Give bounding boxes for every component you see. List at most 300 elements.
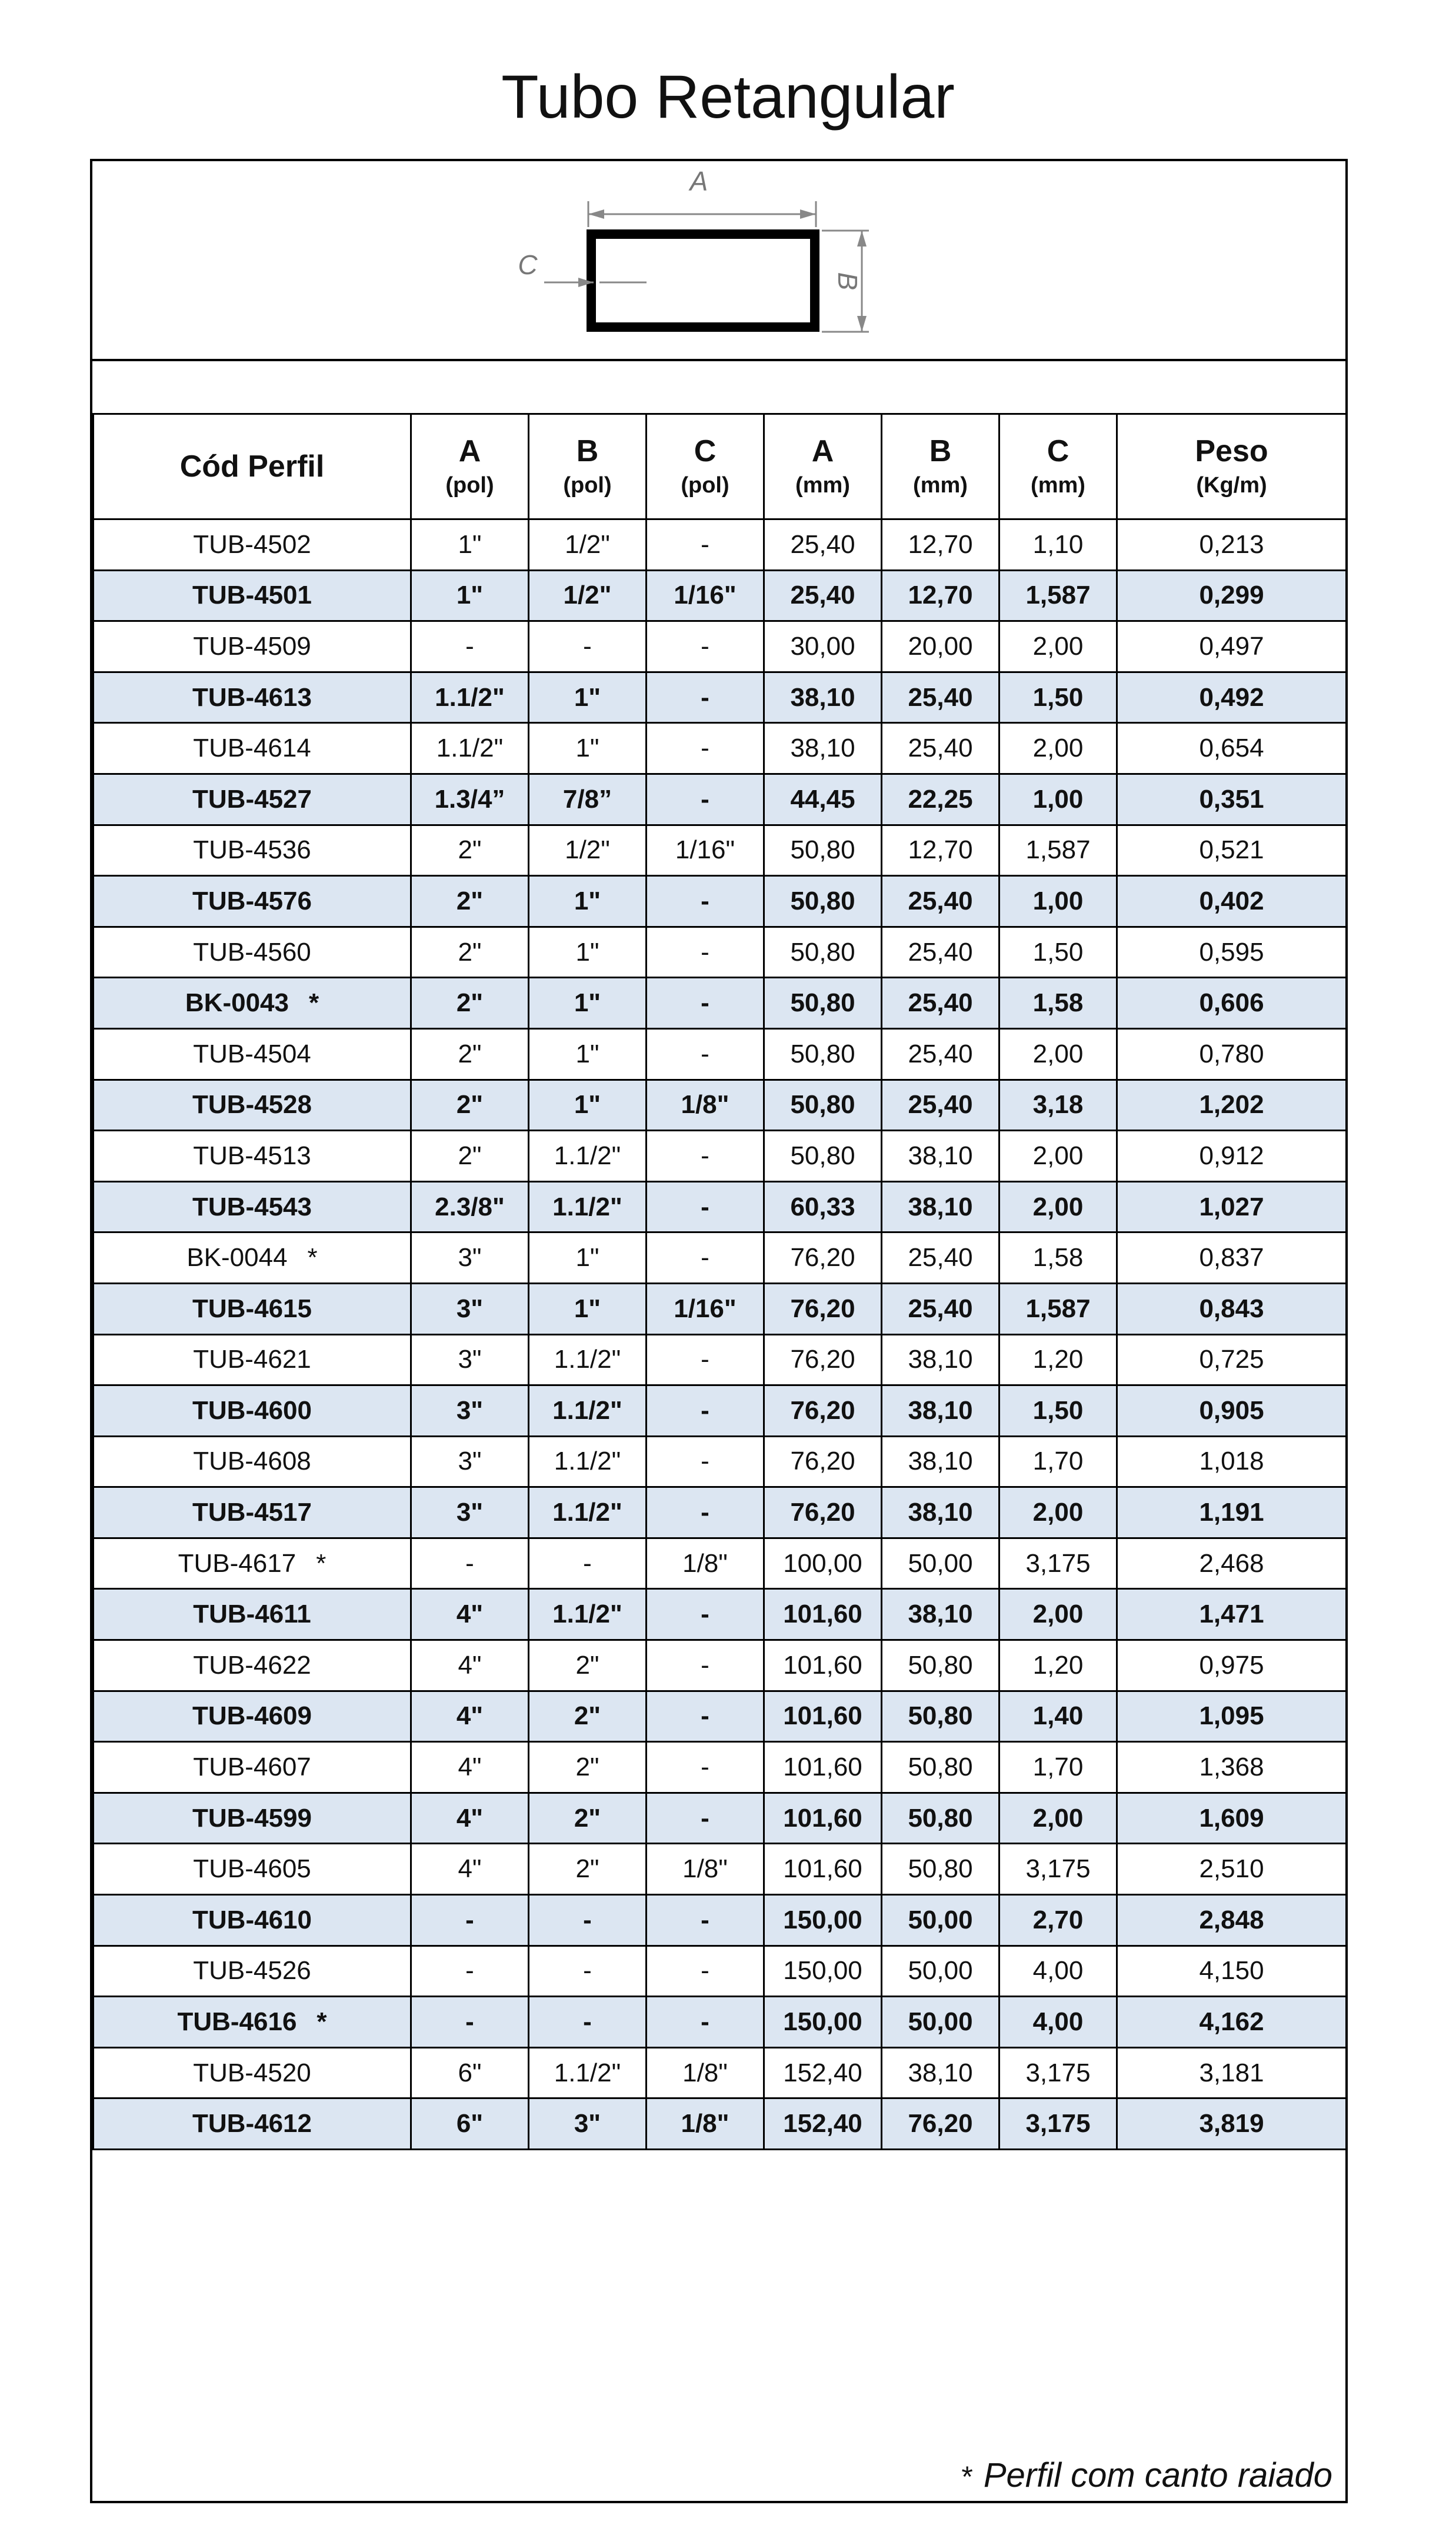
table-row	[94, 1742, 1347, 1793]
cell-b-pol: 2"	[529, 1640, 647, 1691]
cell-code	[94, 825, 411, 876]
table-row	[94, 774, 1347, 825]
cell-code	[94, 1487, 411, 1538]
cell-peso: 0,912	[1117, 1131, 1347, 1182]
cell-peso: 1,095	[1117, 1691, 1347, 1742]
cell-a-pol: -	[411, 1895, 529, 1946]
cell-b-pol: 1"	[529, 1283, 647, 1334]
cell-b-mm: 25,40	[882, 1028, 999, 1080]
cell-c-pol: -	[647, 1436, 764, 1487]
header-c-mm	[999, 414, 1117, 519]
cell-a-pol: 3"	[411, 1436, 529, 1487]
row-code: TUB-4504	[193, 1039, 311, 1068]
cell-peso: 0,837	[1117, 1232, 1347, 1284]
row-code: TUB-4613	[192, 682, 312, 712]
row-code: TUB-4616	[177, 2007, 297, 2037]
cell-b-pol: 1.1/2"	[529, 1385, 647, 1437]
cell-c-mm: 1,20	[999, 1334, 1117, 1385]
cell-peso: 0,780	[1117, 1028, 1347, 1080]
cell-a-pol: 3"	[411, 1385, 529, 1437]
cell-a-mm: 76,20	[764, 1283, 882, 1334]
cell-b-mm: 50,00	[882, 1997, 999, 2048]
cell-a-mm: 76,20	[764, 1436, 882, 1487]
cell-code	[94, 1844, 411, 1895]
cell-a-pol: 4"	[411, 1691, 529, 1742]
row-code: TUB-4599	[192, 1803, 312, 1833]
cell-code	[94, 1691, 411, 1742]
cell-c-pol: -	[647, 1232, 764, 1284]
cell-code	[94, 774, 411, 825]
dimension-b-arrow-top	[857, 231, 867, 246]
cell-peso: 3,819	[1117, 2098, 1347, 2150]
cell-code	[94, 723, 411, 774]
table-row	[94, 519, 1347, 571]
cell-a-mm: 76,20	[764, 1385, 882, 1437]
cell-a-mm: 50,80	[764, 978, 882, 1029]
cell-a-mm: 101,60	[764, 1691, 882, 1742]
cell-a-mm: 101,60	[764, 1793, 882, 1844]
cell-peso: 0,595	[1117, 927, 1347, 978]
cell-a-mm: 25,40	[764, 519, 882, 571]
cell-a-pol: 3"	[411, 1232, 529, 1284]
cell-a-mm: 101,60	[764, 1589, 882, 1640]
header-c-mm-unit: (mm)	[1031, 473, 1085, 498]
cell-c-mm: 1,00	[999, 876, 1117, 927]
cell-a-mm: 30,00	[764, 621, 882, 672]
table-row	[94, 2098, 1347, 2150]
dimension-a-label: A	[689, 166, 708, 196]
row-code: TUB-4608	[193, 1447, 311, 1476]
footnote-star: *	[961, 2460, 973, 2493]
cell-peso: 1,027	[1117, 1181, 1347, 1232]
header-b-mm-unit: (mm)	[913, 473, 968, 498]
cell-b-pol: 2"	[529, 1742, 647, 1793]
table-row	[94, 1538, 1347, 1589]
table-row	[94, 927, 1347, 978]
page-title: Tubo Retangular	[501, 63, 955, 131]
cell-peso: 0,654	[1117, 723, 1347, 774]
table-row	[94, 1487, 1347, 1538]
header-b-mm	[882, 414, 999, 519]
cell-a-mm: 150,00	[764, 1895, 882, 1946]
cell-c-mm: 2,00	[999, 1589, 1117, 1640]
cell-b-mm: 12,70	[882, 825, 999, 876]
cell-b-pol: 1.1/2"	[529, 1436, 647, 1487]
header-a-pol-unit: (pol)	[445, 473, 494, 498]
cell-a-mm: 76,20	[764, 1232, 882, 1284]
cell-a-mm: 38,10	[764, 723, 882, 774]
cell-peso: 0,492	[1117, 672, 1347, 723]
spec-frame	[90, 159, 1348, 2503]
cell-c-pol: 1/8"	[647, 2098, 764, 2150]
cell-peso: 1,191	[1117, 1487, 1347, 1538]
cell-c-pol: 1/16"	[647, 570, 764, 621]
cell-c-mm: 1,50	[999, 927, 1117, 978]
cell-code	[94, 1589, 411, 1640]
cell-code	[94, 927, 411, 978]
cell-peso: 1,471	[1117, 1589, 1347, 1640]
cell-c-pol: -	[647, 1895, 764, 1946]
cell-b-mm: 50,00	[882, 1538, 999, 1589]
table-row	[94, 1997, 1347, 2048]
cell-c-pol: 1/8"	[647, 1080, 764, 1131]
cell-a-pol: 4"	[411, 1589, 529, 1640]
cell-peso: 1,018	[1117, 1436, 1347, 1487]
cell-code	[94, 1131, 411, 1182]
cell-a-pol: 2"	[411, 927, 529, 978]
cell-a-mm: 50,80	[764, 1131, 882, 1182]
cell-b-mm: 76,20	[882, 2098, 999, 2150]
row-code: BK-0044	[186, 1243, 288, 1272]
table-row	[94, 723, 1347, 774]
cell-c-mm: 2,00	[999, 1793, 1117, 1844]
row-code: TUB-4526	[193, 1956, 311, 1986]
cell-c-mm: 1,587	[999, 570, 1117, 621]
cell-c-mm: 1,50	[999, 672, 1117, 723]
cell-a-mm: 50,80	[764, 927, 882, 978]
row-code: TUB-4605	[193, 1854, 311, 1884]
cell-a-pol: 2"	[411, 876, 529, 927]
tube-profile-outline	[591, 234, 815, 327]
cell-c-pol: -	[647, 1640, 764, 1691]
cell-peso: 4,150	[1117, 1946, 1347, 1997]
cell-a-mm: 44,45	[764, 774, 882, 825]
cell-code	[94, 1742, 411, 1793]
cell-code	[94, 1181, 411, 1232]
spec-table	[92, 413, 1347, 2150]
cell-b-mm: 20,00	[882, 621, 999, 672]
cell-code	[94, 2098, 411, 2150]
cell-peso: 0,725	[1117, 1334, 1347, 1385]
row-code: TUB-4600	[192, 1395, 312, 1425]
cell-code	[94, 1080, 411, 1131]
cell-code	[94, 1640, 411, 1691]
cell-b-pol: 2"	[529, 1691, 647, 1742]
cell-peso: 0,521	[1117, 825, 1347, 876]
cell-b-mm: 25,40	[882, 672, 999, 723]
cell-c-pol: -	[647, 1385, 764, 1437]
cell-a-pol: -	[411, 1946, 529, 1997]
row-rounded-corner-marker: *	[307, 1243, 318, 1272]
cell-a-mm: 101,60	[764, 1844, 882, 1895]
dimension-b-arrow-bottom	[857, 316, 867, 332]
cell-b-pol: -	[529, 1997, 647, 2048]
cell-c-pol: -	[647, 774, 764, 825]
header-peso	[1117, 414, 1347, 519]
row-code: TUB-4527	[192, 784, 312, 814]
cell-b-mm: 25,40	[882, 723, 999, 774]
cell-peso: 2,468	[1117, 1538, 1347, 1589]
row-code: TUB-4621	[193, 1345, 311, 1374]
header-peso-main: Peso	[1195, 434, 1268, 468]
cell-b-mm: 50,00	[882, 1946, 999, 1997]
cell-a-mm: 101,60	[764, 1742, 882, 1793]
header-a-mm-unit: (mm)	[795, 473, 850, 498]
row-code: TUB-4543	[192, 1192, 312, 1221]
cell-a-pol: 3"	[411, 1334, 529, 1385]
header-c-mm-main: C	[1047, 434, 1069, 468]
cell-c-mm: 2,00	[999, 723, 1117, 774]
spacer-row	[92, 361, 1345, 413]
cell-a-pol: 2"	[411, 1080, 529, 1131]
table-row	[94, 2047, 1347, 2098]
row-code: TUB-4610	[192, 1905, 312, 1934]
cell-peso: 0,351	[1117, 774, 1347, 825]
cell-a-mm: 152,40	[764, 2047, 882, 2098]
cell-b-pol: 7/8”	[529, 774, 647, 825]
cell-c-mm: 3,175	[999, 2098, 1117, 2150]
cell-b-pol: 1"	[529, 1080, 647, 1131]
cell-a-mm: 50,80	[764, 876, 882, 927]
cell-peso: 1,368	[1117, 1742, 1347, 1793]
cell-a-pol: -	[411, 1997, 529, 2048]
dimension-c-label: C	[518, 249, 538, 280]
cell-c-mm: 2,00	[999, 1487, 1117, 1538]
cell-code	[94, 1334, 411, 1385]
row-code: TUB-4513	[193, 1141, 311, 1170]
row-rounded-corner-marker: *	[316, 2007, 327, 2037]
cell-peso: 0,843	[1117, 1283, 1347, 1334]
cell-c-mm: 2,00	[999, 1131, 1117, 1182]
cell-c-pol: -	[647, 1131, 764, 1182]
table-row	[94, 1793, 1347, 1844]
cell-b-mm: 38,10	[882, 1334, 999, 1385]
cell-a-pol: 1.1/2"	[411, 723, 529, 774]
cell-c-pol: -	[647, 723, 764, 774]
row-code: TUB-4607	[193, 1753, 311, 1782]
dimension-b-label: B	[832, 272, 863, 291]
cell-a-pol: 3"	[411, 1283, 529, 1334]
cell-b-pol: 1.1/2"	[529, 1131, 647, 1182]
cell-a-pol: 2"	[411, 1028, 529, 1080]
cell-code	[94, 978, 411, 1029]
header-a-pol-main: A	[458, 434, 481, 468]
cell-peso: 0,402	[1117, 876, 1347, 927]
table-row	[94, 825, 1347, 876]
cell-b-pol: 1.1/2"	[529, 1589, 647, 1640]
header-b-pol	[529, 414, 647, 519]
header-c-pol-unit: (pol)	[681, 473, 729, 498]
cell-code	[94, 1538, 411, 1589]
cell-peso: 0,905	[1117, 1385, 1347, 1437]
cell-b-mm: 38,10	[882, 1131, 999, 1182]
cell-c-pol: 1/16"	[647, 1283, 764, 1334]
cell-a-pol: 4"	[411, 1793, 529, 1844]
cell-a-pol: 1.3/4”	[411, 774, 529, 825]
row-code: TUB-4622	[193, 1650, 311, 1680]
table-row	[94, 1232, 1347, 1284]
row-code: TUB-4612	[192, 2109, 312, 2138]
cell-b-pol: 1"	[529, 927, 647, 978]
cell-c-mm: 1,58	[999, 1232, 1117, 1284]
cell-c-pol: -	[647, 1742, 764, 1793]
cell-c-mm: 2,70	[999, 1895, 1117, 1946]
cell-peso: 4,162	[1117, 1997, 1347, 2048]
table-row	[94, 1334, 1347, 1385]
header-peso-unit: (Kg/m)	[1196, 473, 1267, 498]
footnote-text: Perfil com canto raiado	[983, 2456, 1332, 2494]
cell-code	[94, 1385, 411, 1437]
row-code: TUB-4615	[192, 1294, 312, 1323]
cell-c-pol: 1/16"	[647, 825, 764, 876]
cell-b-pol: -	[529, 1538, 647, 1589]
cell-c-pol: -	[647, 1181, 764, 1232]
cell-a-pol: -	[411, 621, 529, 672]
cell-c-mm: 2,00	[999, 621, 1117, 672]
row-code: TUB-4520	[193, 2058, 311, 2087]
cell-c-mm: 1,70	[999, 1742, 1117, 1793]
cell-c-mm: 3,175	[999, 1538, 1117, 1589]
cell-c-pol: 1/8"	[647, 2047, 764, 2098]
cell-b-pol: 1"	[529, 1232, 647, 1284]
header-b-mm-main: B	[929, 434, 952, 468]
row-code: TUB-4611	[193, 1600, 311, 1629]
cell-code	[94, 1283, 411, 1334]
cell-code	[94, 1895, 411, 1946]
cell-a-mm: 150,00	[764, 1997, 882, 2048]
cell-b-mm: 50,00	[882, 1895, 999, 1946]
cell-a-pol: 4"	[411, 1844, 529, 1895]
cell-c-mm: 1,58	[999, 978, 1117, 1029]
cell-code	[94, 672, 411, 723]
cell-c-mm: 2,00	[999, 1028, 1117, 1080]
cell-c-mm: 1,00	[999, 774, 1117, 825]
cell-c-pol: -	[647, 1793, 764, 1844]
cell-b-pol: -	[529, 621, 647, 672]
table-row	[94, 1181, 1347, 1232]
cell-peso: 1,202	[1117, 1080, 1347, 1131]
cell-peso: 1,609	[1117, 1793, 1347, 1844]
cell-b-pol: 1/2"	[529, 570, 647, 621]
cell-b-pol: 1/2"	[529, 519, 647, 571]
cell-c-mm: 1,70	[999, 1436, 1117, 1487]
cell-a-pol: 1"	[411, 570, 529, 621]
table-row	[94, 672, 1347, 723]
cell-a-pol: 6"	[411, 2047, 529, 2098]
cell-c-pol: -	[647, 1997, 764, 2048]
cell-b-pol: 1.1/2"	[529, 1487, 647, 1538]
rectangular-tube-drawing	[92, 161, 1345, 359]
cell-c-pol: -	[647, 672, 764, 723]
cell-code	[94, 519, 411, 571]
cell-peso: 0,213	[1117, 519, 1347, 571]
cell-a-pol: 6"	[411, 2098, 529, 2150]
cell-a-mm: 150,00	[764, 1946, 882, 1997]
cell-b-pol: 2"	[529, 1793, 647, 1844]
profile-diagram	[92, 161, 1345, 361]
cell-b-mm: 38,10	[882, 1589, 999, 1640]
table-row	[94, 1844, 1347, 1895]
cell-a-mm: 76,20	[764, 1487, 882, 1538]
cell-a-mm: 50,80	[764, 1028, 882, 1080]
table-row	[94, 1131, 1347, 1182]
cell-code	[94, 876, 411, 927]
footnote	[961, 2456, 1332, 2495]
table-row	[94, 1640, 1347, 1691]
cell-c-mm: 3,18	[999, 1080, 1117, 1131]
cell-b-pol: 1"	[529, 1028, 647, 1080]
cell-c-mm: 1,50	[999, 1385, 1117, 1437]
cell-c-mm: 4,00	[999, 1946, 1117, 1997]
header-c-pol-main: C	[694, 434, 717, 468]
cell-c-pol: -	[647, 927, 764, 978]
cell-c-pol: -	[647, 621, 764, 672]
cell-b-pol: 1.1/2"	[529, 1181, 647, 1232]
cell-a-mm: 25,40	[764, 570, 882, 621]
cell-b-pol: 1"	[529, 723, 647, 774]
cell-b-mm: 25,40	[882, 1283, 999, 1334]
cell-a-pol: 2"	[411, 1131, 529, 1182]
cell-c-pol: -	[647, 1334, 764, 1385]
cell-a-pol: 1.1/2"	[411, 672, 529, 723]
cell-peso: 0,299	[1117, 570, 1347, 621]
row-code: TUB-4502	[193, 529, 311, 559]
header-c-pol	[647, 414, 764, 519]
cell-a-mm: 50,80	[764, 1080, 882, 1131]
cell-c-pol: -	[647, 978, 764, 1029]
table-row	[94, 621, 1347, 672]
table-row	[94, 1436, 1347, 1487]
cell-b-pol: 1.1/2"	[529, 2047, 647, 2098]
table-row	[94, 1080, 1347, 1131]
cell-b-mm: 25,40	[882, 1080, 999, 1131]
cell-a-pol: 4"	[411, 1742, 529, 1793]
row-code: TUB-4517	[192, 1498, 312, 1527]
cell-c-pol: -	[647, 1487, 764, 1538]
cell-b-pol: 1.1/2"	[529, 1334, 647, 1385]
dimension-a-arrow-right	[800, 209, 816, 219]
cell-code	[94, 621, 411, 672]
table-row	[94, 1385, 1347, 1437]
cell-c-mm: 1,40	[999, 1691, 1117, 1742]
table-row	[94, 1028, 1347, 1080]
cell-a-mm: 101,60	[764, 1640, 882, 1691]
cell-a-pol: 2.3/8"	[411, 1181, 529, 1232]
cell-b-mm: 25,40	[882, 876, 999, 927]
table-header-row	[94, 414, 1347, 519]
cell-c-pol: -	[647, 1946, 764, 1997]
row-code: TUB-4509	[193, 631, 311, 661]
header-a-mm-main: A	[811, 434, 834, 468]
cell-b-mm: 50,80	[882, 1793, 999, 1844]
cell-a-mm: 100,00	[764, 1538, 882, 1589]
cell-a-pol: 3"	[411, 1487, 529, 1538]
cell-peso: 0,497	[1117, 621, 1347, 672]
row-code: TUB-4609	[192, 1701, 312, 1731]
cell-c-pol: -	[647, 1589, 764, 1640]
cell-b-pol: -	[529, 1946, 647, 1997]
header-code: Cód Perfil	[94, 414, 411, 519]
cell-c-pol: -	[647, 519, 764, 571]
cell-c-pol: 1/8"	[647, 1844, 764, 1895]
table-row	[94, 1589, 1347, 1640]
row-code: TUB-4528	[192, 1090, 312, 1120]
table-row	[94, 876, 1347, 927]
row-code: TUB-4560	[193, 937, 311, 967]
row-code: TUB-4617	[178, 1548, 296, 1578]
cell-code	[94, 1436, 411, 1487]
cell-a-pol: 1"	[411, 519, 529, 571]
cell-a-mm: 50,80	[764, 825, 882, 876]
cell-b-pol: 1"	[529, 876, 647, 927]
cell-b-mm: 12,70	[882, 570, 999, 621]
cell-c-pol: -	[647, 1691, 764, 1742]
cell-a-pol: 2"	[411, 825, 529, 876]
cell-b-mm: 25,40	[882, 927, 999, 978]
cell-peso: 3,181	[1117, 2047, 1347, 2098]
cell-b-mm: 25,40	[882, 1232, 999, 1284]
cell-code	[94, 1793, 411, 1844]
